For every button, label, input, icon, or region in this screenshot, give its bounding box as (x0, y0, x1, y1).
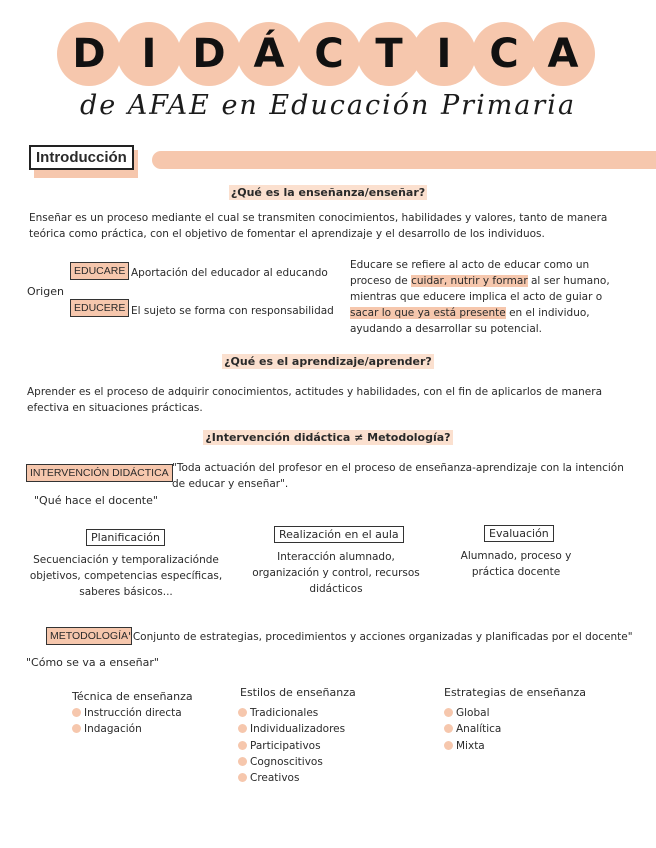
question-intervencion: ¿Intervención didáctica ≠ Metodología? (205, 431, 451, 444)
list-item: Indagación (72, 723, 142, 735)
intervencion-definition: "Toda actuación del profesor en el proceso de enseñanza-aprendizaje con la intención de educar y enseñar". (172, 462, 624, 490)
bullet-icon (444, 724, 453, 733)
title-banner (57, 22, 597, 88)
estrategias-title: Estrategias de enseñanza (444, 686, 587, 699)
title-letter: Á (253, 31, 285, 77)
estilos-title: Estilos de enseñanza (240, 686, 356, 699)
origen-text-a: Educare se refiere al acto de educar como un proceso de (350, 259, 590, 287)
title-letter: T (375, 31, 403, 77)
title-letter: A (547, 31, 579, 77)
origen-highlight-2: sacar lo que ya está presente (350, 307, 506, 319)
list-item: Individualizadores (238, 723, 345, 735)
origen-label: Origen (27, 285, 64, 298)
planificacion-box: Planificación (86, 529, 165, 546)
bullet-icon (238, 773, 247, 782)
bullet-icon (238, 724, 247, 733)
metodologia-tag: METODOLOGÍA (46, 627, 132, 645)
title-letter: I (436, 31, 452, 77)
subtitle: de AFAE en Educación Primaria (79, 90, 577, 121)
bullet-icon (238, 741, 247, 750)
origen-highlight-1: cuidar, nutrir y formar (411, 275, 528, 287)
title-letter: C (489, 31, 519, 77)
metodologia-quote: "Cómo se va a enseñar" (26, 656, 159, 669)
paragraph-aprender: Aprender es el proceso de adquirir conocimientos, actitudes y habilidades, con el fin de aplicarlos de manera efectiva en situaciones prácticas. (27, 386, 602, 414)
educare-tag: EDUCARE (70, 262, 129, 280)
educere-text: El sujeto se forma con responsabilidad (131, 305, 334, 317)
list-item: Cognoscitivos (238, 756, 323, 768)
list-item: Mixta (444, 740, 485, 752)
list-item: Instrucción directa (72, 707, 182, 719)
question-aprendizaje: ¿Qué es el aprendizaje/aprender? (224, 355, 432, 368)
title-letter: D (72, 31, 106, 77)
origen-text-c: en el individuo, ayudando a desarrollar su potencial. (350, 307, 590, 335)
evaluacion-text: Alumnado, proceso y práctica docente (460, 550, 572, 578)
list-item: Participativos (238, 740, 321, 752)
paragraph-ensenar: Enseñar es un proceso mediante el cual se transmiten conocimientos, habilidades y valores, tanto de manera teórica como práctica, con el objetivo de fomentar el aprendizaje y el desarrollo de los individuos. (29, 212, 608, 240)
planificacion-text: Secuenciación y temporalizaciónde objetivos, competencias específicas, saberes básicos... (29, 554, 223, 598)
list-item: Creativos (238, 772, 299, 784)
metodologia-definition: "Conjunto de estrategias, procedimientos y acciones organizadas y planificadas por el docente" (128, 631, 633, 643)
evaluacion-box: Evaluación (484, 525, 554, 542)
origen-text-b: al ser humano, mientras que educere implica el acto de guiar o (350, 275, 610, 303)
question-ensenanza: ¿Qué es la enseñanza/enseñar? (230, 186, 426, 199)
title-letter: C (314, 31, 344, 77)
bullet-icon (72, 708, 81, 717)
section-title: Introducción (29, 145, 134, 170)
list-item: Analítica (444, 723, 501, 735)
educere-tag: EDUCERE (70, 299, 129, 317)
origen-explanation (350, 257, 610, 337)
intervencion-quote: "Qué hace el docente" (34, 494, 158, 507)
bullet-icon (444, 708, 453, 717)
list-item: Tradicionales (238, 707, 318, 719)
bullet-icon (238, 708, 247, 717)
realizacion-box: Realización en el aula (274, 526, 404, 543)
bullet-icon (72, 724, 81, 733)
educare-text: Aportación del educador al educando (131, 267, 328, 279)
realizacion-text: Interacción alumnado, organización y control, recursos didácticos (252, 551, 420, 595)
title-letter: D (192, 31, 226, 77)
title-letter: I (141, 31, 157, 77)
section-bar (152, 151, 656, 169)
tecnica-title: Técnica de enseñanza (72, 690, 193, 703)
list-item: Global (444, 707, 490, 719)
bullet-icon (444, 741, 453, 750)
bullet-icon (238, 757, 247, 766)
intervencion-tag: INTERVENCIÓN DIDÁCTICA (26, 464, 173, 482)
